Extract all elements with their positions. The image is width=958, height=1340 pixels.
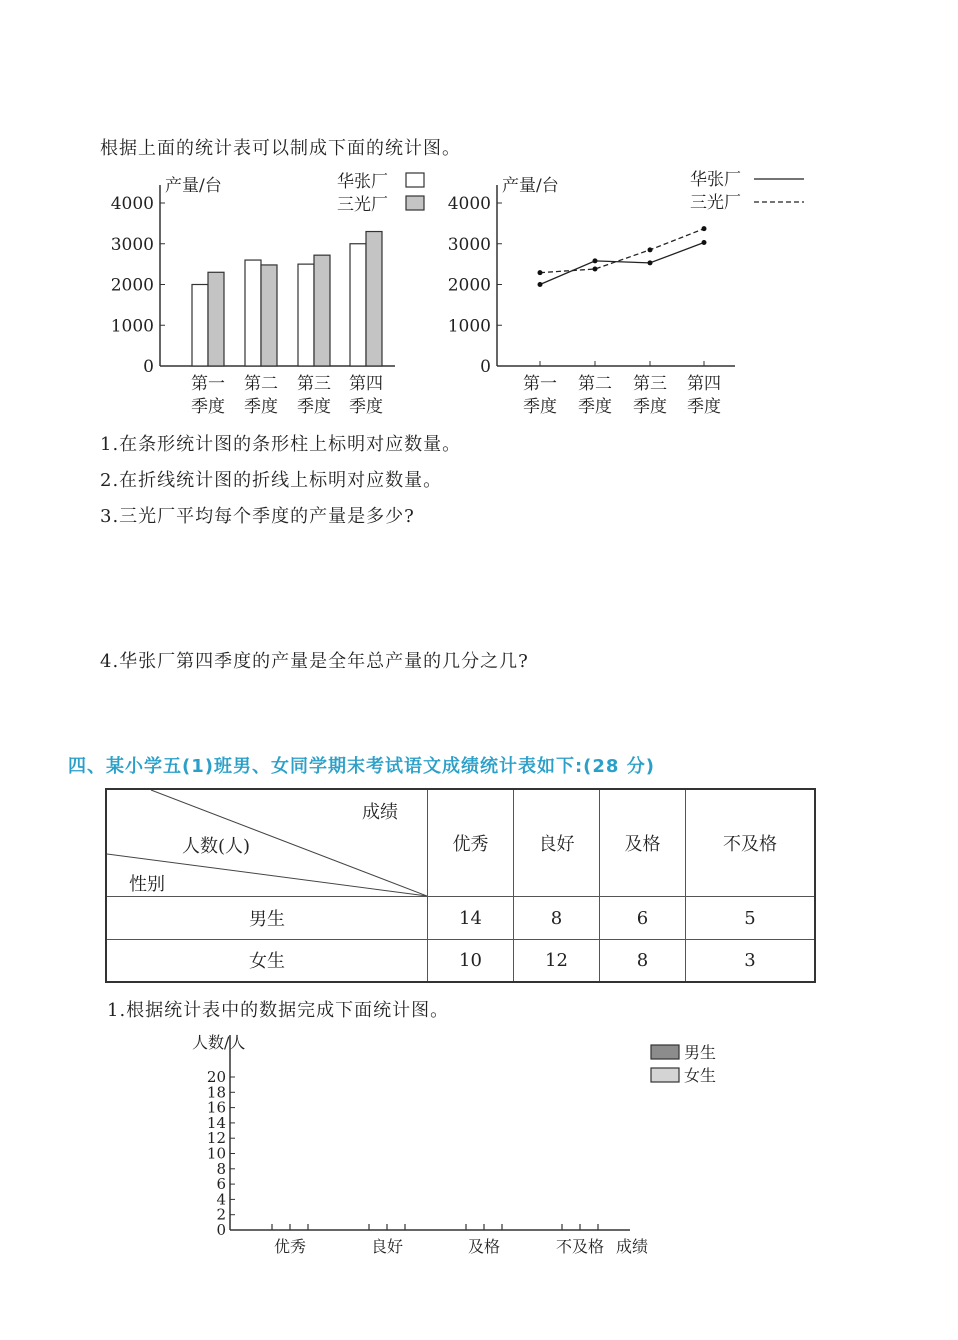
table-cell: 14 <box>428 897 514 940</box>
column-header: 优秀 <box>428 789 514 897</box>
x-tick-label: 第四 <box>349 374 383 394</box>
row-label: 男生 <box>106 897 428 940</box>
question-2: 2.在折线统计图的折线上标明对应数量。 <box>100 470 443 491</box>
y-tick-label: 3000 <box>447 234 491 255</box>
table-corner-header <box>106 789 428 897</box>
corner-label-grade: 成绩 <box>362 802 398 823</box>
y-tick-label: 16 <box>206 1098 226 1117</box>
legend-label: 三光厂 <box>337 195 388 215</box>
question-4: 4.华张厂第四季度的产量是全年总产量的几分之几? <box>100 651 529 672</box>
y-axis-label: 产量/台 <box>502 176 559 196</box>
y-tick-label: 2000 <box>447 275 491 296</box>
corner-label-count: 人数(人) <box>182 836 251 857</box>
y-tick-label: 1000 <box>110 316 154 337</box>
y-axis-label: 产量/台 <box>165 176 222 196</box>
y-tick-label: 12 <box>206 1129 226 1148</box>
line-chart-production <box>440 165 820 420</box>
y-tick-label: 10 <box>206 1144 226 1163</box>
x-tick-label: 第一 <box>523 374 557 394</box>
question-1: 1.在条形统计图的条形柱上标明对应数量。 <box>100 434 462 455</box>
table-cell: 12 <box>514 940 600 982</box>
bar-huazhang <box>192 285 208 367</box>
y-tick-label: 8 <box>216 1159 226 1178</box>
y-tick-label: 0 <box>143 357 154 377</box>
data-point <box>593 267 598 272</box>
x-tick-label: 第二 <box>244 374 278 394</box>
x-tick-label: 季度 <box>633 397 667 417</box>
y-tick-label: 4000 <box>447 194 491 214</box>
legend-swatch <box>406 196 424 210</box>
legend-label: 华张厂 <box>337 172 388 192</box>
intro-text: 根据上面的统计表可以制成下面的统计图。 <box>100 138 461 159</box>
legend-label: 女生 <box>684 1066 717 1085</box>
x-tick-label: 及格 <box>467 1237 501 1256</box>
bar-sanguang <box>261 265 277 366</box>
section-4-title: 四、某小学五(1)班男、女同学期末考试语文成绩统计表如下:(28 分) <box>68 756 655 777</box>
y-tick-label: 20 <box>206 1068 226 1086</box>
y-tick-label: 14 <box>206 1113 226 1132</box>
x-tick-label: 第一 <box>191 374 225 394</box>
row-label: 女生 <box>106 940 428 982</box>
legend-swatch <box>651 1045 679 1059</box>
table-cell: 8 <box>600 940 686 982</box>
y-tick-label: 0 <box>480 357 491 377</box>
x-tick-label: 季度 <box>297 397 331 417</box>
column-header: 及格 <box>600 789 686 897</box>
y-tick-label: 4000 <box>110 194 154 214</box>
legend-swatch <box>651 1068 679 1082</box>
x-tick-label: 季度 <box>349 397 383 417</box>
table-cell: 3 <box>686 940 816 982</box>
series-line-huazhang <box>540 243 704 285</box>
y-tick-label: 3000 <box>110 234 154 255</box>
data-point <box>648 260 653 265</box>
x-tick-label: 第二 <box>578 374 612 394</box>
bar-chart-production <box>95 165 440 420</box>
y-tick-label: 2 <box>216 1205 226 1224</box>
section-4-question-1: 1.根据统计表中的数据完成下面统计图。 <box>107 1000 450 1021</box>
x-tick-label: 优秀 <box>273 1237 307 1256</box>
bar-sanguang <box>208 272 224 366</box>
legend-label: 男生 <box>684 1043 717 1062</box>
y-tick-label: 6 <box>216 1175 226 1194</box>
corner-label-gender: 性别 <box>129 874 165 895</box>
bar-huazhang <box>350 244 366 366</box>
blank-bar-chart-grades <box>190 1025 750 1265</box>
table-cell: 10 <box>428 940 514 982</box>
x-tick-label: 第三 <box>633 374 667 394</box>
x-tick-label: 季度 <box>191 397 225 417</box>
column-header: 不及格 <box>686 789 816 897</box>
x-tick-label: 季度 <box>523 397 557 417</box>
legend-label: 华张厂 <box>690 170 741 190</box>
bar-huazhang <box>298 264 314 366</box>
y-tick-label: 4 <box>216 1190 226 1209</box>
table-row <box>106 897 815 940</box>
data-point <box>648 247 653 252</box>
table-cell: 6 <box>600 897 686 940</box>
bar-sanguang <box>314 255 330 366</box>
y-tick-label: 1000 <box>447 316 491 337</box>
table-row <box>106 940 815 982</box>
series-line-sanguang <box>540 229 704 273</box>
data-point <box>593 258 598 263</box>
y-axis-label: 人数/人 <box>192 1033 246 1052</box>
grade-table <box>105 788 816 983</box>
question-3: 3.三光厂平均每个季度的产量是多少? <box>100 506 415 527</box>
table-cell: 8 <box>514 897 600 940</box>
table-cell: 5 <box>686 897 816 940</box>
data-point <box>538 282 543 287</box>
y-tick-label: 2000 <box>110 275 154 296</box>
x-tick-label: 季度 <box>578 397 612 417</box>
data-point <box>702 226 707 231</box>
x-axis-label: 成绩 <box>616 1237 649 1256</box>
x-tick-label: 良好 <box>370 1237 404 1256</box>
x-tick-label: 不及格 <box>555 1237 605 1256</box>
data-point <box>702 240 707 245</box>
legend-swatch <box>406 173 424 187</box>
data-point <box>538 270 543 275</box>
y-tick-label: 18 <box>206 1083 226 1102</box>
y-tick-label: 0 <box>216 1221 226 1239</box>
legend-label: 三光厂 <box>690 193 741 213</box>
bar-huazhang <box>245 260 261 366</box>
column-header: 良好 <box>514 789 600 897</box>
x-tick-label: 第三 <box>297 374 331 394</box>
x-tick-label: 季度 <box>687 397 721 417</box>
x-tick-label: 第四 <box>687 374 721 394</box>
bar-sanguang <box>366 232 382 366</box>
x-tick-label: 季度 <box>244 397 278 417</box>
